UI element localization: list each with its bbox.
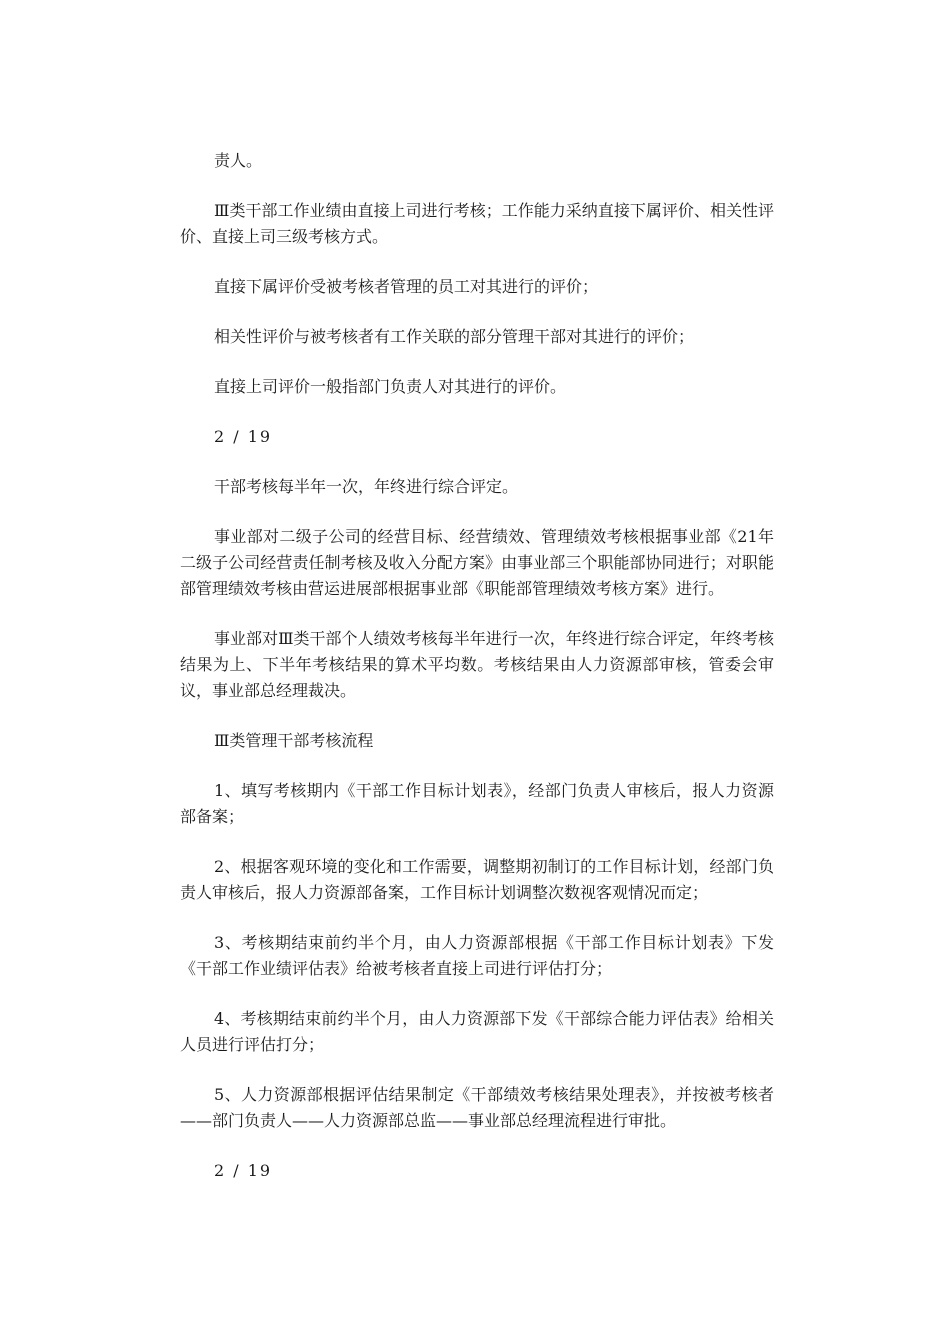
process-step-5: 5、人力资源部根据评估结果制定《干部绩效考核结果处理表》，并按被考核者——部门负责人——人力资源部总监——事业部总经理流程进行审批。 [180, 1085, 774, 1130]
paragraph-subordinate-evaluation: 直接下属评价受被考核者管理的员工对其进行的评价； [214, 277, 599, 296]
paragraph-assessment-frequency: 干部考核每半年一次，年终进行综合评定。 [214, 477, 519, 496]
process-step-2: 2、根据客观环境的变化和工作需要，调整期初制订的工作目标计划，经部门负责人审核后，报人力资源部备案，工作目标计划调整次数视客观情况而定； [180, 857, 774, 902]
page-number: 2 / 19 [214, 427, 273, 446]
paragraph-subsidiary-assessment: 事业部对二级子公司的经营目标、经营绩效、管理绩效考核根据事业部《21年二级子公司经营责任制考核及收入分配方案》由事业部三个职能部协同进行；对职能部管理绩效考核由营运进展部根据事业部《职能部管理绩效考核方案》进行。 [180, 527, 774, 598]
paragraph-continuation: 责人。 [214, 151, 263, 170]
paragraph-supervisor-evaluation: 直接上司评价一般指部门负责人对其进行的评价。 [214, 377, 567, 396]
process-step-3: 3、考核期结束前约半个月，由人力资源部根据《干部工作目标计划表》下发《干部工作业绩评估表》给被考核者直接上司进行评估打分； [180, 933, 774, 978]
paragraph-class3-assessment: Ⅲ类干部工作业绩由直接上司进行考核；工作能力采纳直接下属评价、相关性评价、直接上司三级考核方式。 [180, 201, 774, 246]
paragraph-related-evaluation: 相关性评价与被考核者有工作关联的部分管理干部对其进行的评价； [214, 327, 695, 346]
process-step-1: 1、填写考核期内《干部工作目标计划表》，经部门负责人审核后，报人力资源部备案； [180, 781, 774, 826]
process-step-4: 4、考核期结束前约半个月，由人力资源部下发《干部综合能力评估表》给相关人员进行评估打分； [180, 1009, 774, 1054]
section-heading-process: Ⅲ类管理干部考核流程 [214, 731, 374, 750]
document-body [180, 148, 774, 1208]
page-number-footer: 2 / 19 [214, 1161, 273, 1180]
paragraph-individual-assessment: 事业部对Ⅲ类干部个人绩效考核每半年进行一次，年终进行综合评定，年终考核结果为上、下半年考核结果的算术平均数。考核结果由人力资源部审核，管委会审议，事业部总经理裁决。 [180, 629, 774, 700]
